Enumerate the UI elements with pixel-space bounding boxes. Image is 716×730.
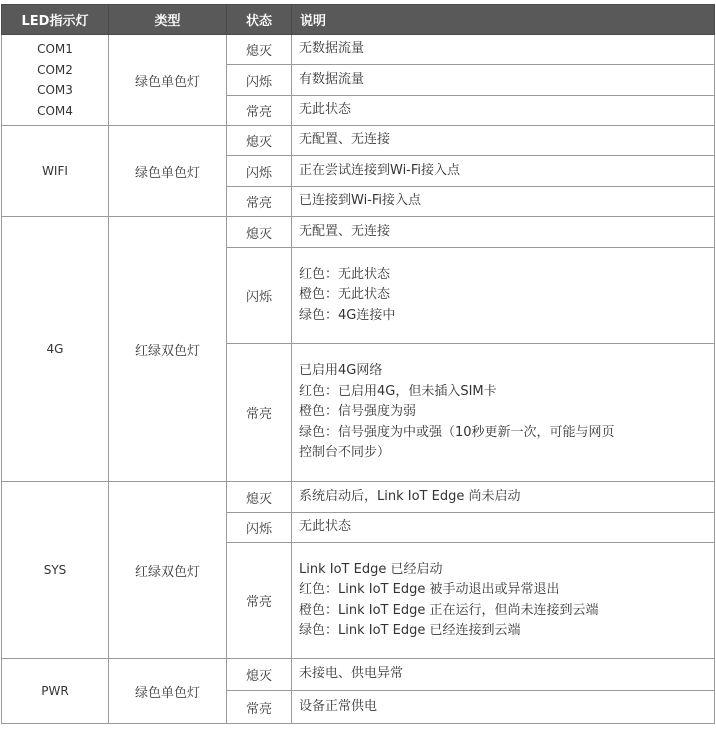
- led-state-cell: 常亮: [227, 691, 292, 724]
- led-type-cell: 绿色单色灯: [109, 659, 227, 724]
- led-state-cell: 闪烁: [227, 156, 292, 187]
- led-name: 4G: [46, 341, 64, 356]
- led-state-cell: 常亮: [227, 96, 292, 126]
- description-line: 无此状态: [299, 102, 352, 118]
- description-line: 已启用4G网络: [299, 363, 383, 379]
- led-description-cell: [292, 156, 715, 187]
- led-name: WIFI: [42, 163, 68, 178]
- description-line: 未接电、供电异常: [299, 666, 404, 682]
- led-name-cell: [2, 35, 109, 126]
- description-line: Link IoT Edge 已经启动: [299, 561, 443, 577]
- led-type-cell: 绿色单色灯: [109, 35, 227, 126]
- table-body: [2, 35, 715, 724]
- led-type-cell: 绿色单色灯: [109, 126, 227, 217]
- led-description-cell: [292, 513, 715, 543]
- led-description-cell: [292, 659, 715, 691]
- table-row: [2, 126, 715, 156]
- led-state-cell: 常亮: [227, 187, 292, 217]
- description-line: 设备正常供电: [299, 698, 378, 714]
- table-row: [2, 35, 715, 65]
- led-type-cell: 红绿双色灯: [109, 482, 227, 659]
- led-description-cell: [292, 248, 715, 344]
- led-state-cell: 闪烁: [227, 65, 292, 96]
- led-name: PWR: [41, 683, 69, 698]
- description-line: 正在尝试连接到Wi-Fi接入点: [299, 162, 461, 178]
- description-line: 有数据流量: [299, 71, 365, 87]
- header-state: 状态: [227, 5, 292, 35]
- header-led: LED指示灯: [2, 5, 109, 35]
- led-type-cell: 红绿双色灯: [109, 217, 227, 482]
- led-description-cell: [292, 35, 715, 65]
- led-name: COM4: [37, 103, 73, 118]
- led-name: SYS: [43, 562, 67, 577]
- led-description-cell: [292, 217, 715, 248]
- description-line: 无此状态: [299, 519, 352, 535]
- led-name: COM3: [37, 83, 73, 97]
- led-description-cell: [292, 344, 715, 482]
- description-line: 无配置、无连接: [299, 132, 391, 148]
- description-line: 无配置、无连接: [299, 223, 391, 239]
- led-name-cell: [2, 126, 109, 217]
- description-line: 橙色：信号强度为弱: [299, 404, 417, 420]
- led-state-cell: 熄灭: [227, 659, 292, 691]
- led-name-cell: [2, 659, 109, 724]
- led-description-cell: [292, 482, 715, 513]
- led-state-cell: 常亮: [227, 344, 292, 482]
- description-line: 绿色：Link IoT Edge 已经连接到云端: [299, 623, 521, 638]
- led-name: COM1: [37, 42, 73, 56]
- led-state-cell: 熄灭: [227, 35, 292, 65]
- description-line: 系统启动后，Link IoT Edge 尚未启动: [299, 488, 521, 504]
- led-state-cell: 闪烁: [227, 513, 292, 543]
- header-type: 类型: [109, 5, 227, 35]
- led-name-cell: [2, 217, 109, 482]
- led-description-cell: [292, 96, 715, 126]
- led-description-cell: [292, 543, 715, 659]
- description-line: 红色：已启用4G，但未插入SIM卡: [299, 383, 497, 399]
- led-description-cell: [292, 126, 715, 156]
- led-indicator-table: [1, 4, 715, 724]
- led-description-cell: [292, 691, 715, 724]
- led-state-cell: 闪烁: [227, 248, 292, 344]
- description-line: 橙色：Link IoT Edge 正在运行，但尚未连接到云端: [299, 602, 599, 618]
- description-line: 已连接到Wi-Fi接入点: [299, 193, 422, 209]
- led-description-cell: [292, 187, 715, 217]
- header-description: 说明: [292, 5, 715, 35]
- led-name-cell: [2, 482, 109, 659]
- description-line: 无数据流量: [299, 41, 365, 57]
- led-state-cell: 熄灭: [227, 482, 292, 513]
- table-row: [2, 482, 715, 513]
- led-name: COM2: [37, 62, 73, 77]
- led-state-cell: 常亮: [227, 543, 292, 659]
- description-line: 控制台不同步）: [299, 445, 391, 461]
- description-line: 绿色：4G连接中: [299, 307, 396, 323]
- led-state-cell: 熄灭: [227, 126, 292, 156]
- description-line: 红色：Link IoT Edge 被手动退出或异常退出: [299, 582, 560, 597]
- led-state-cell: 熄灭: [227, 217, 292, 248]
- led-description-cell: [292, 65, 715, 96]
- description-line: 绿色：信号强度为中或强（10秒更新一次，可能与网页: [299, 424, 615, 440]
- table-row: [2, 659, 715, 691]
- description-line: 红色：无此状态: [299, 266, 391, 282]
- table-row: [2, 217, 715, 248]
- table-header-row: [2, 5, 715, 35]
- description-line: 橙色：无此状态: [299, 287, 391, 303]
